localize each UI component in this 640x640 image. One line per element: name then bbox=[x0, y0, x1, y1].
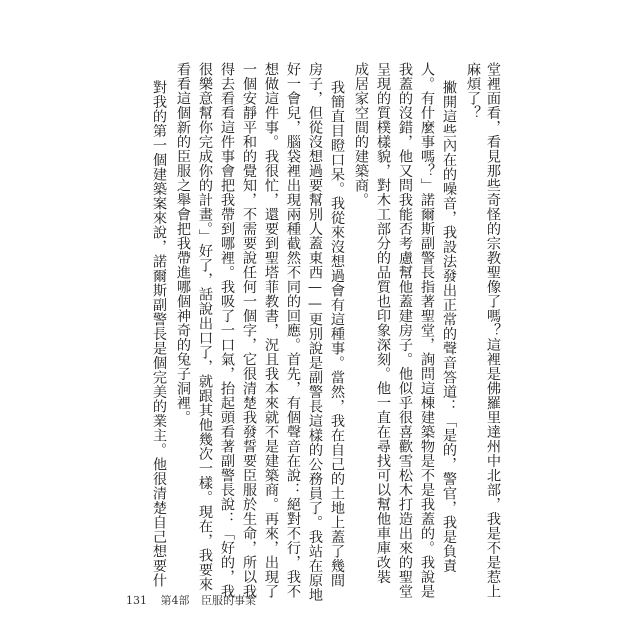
text-column-4: 人。有什麼事嗎？」諾爾斯副警長指著聖堂，詢問這棟建築物是不是我蓋的。我說是 bbox=[419, 62, 435, 599]
text-column-8: 我簡直目瞪口呆。我從來沒想過會有這種事。當然，我在自己的土地上蓋了幾間 bbox=[329, 80, 345, 588]
text-column-13: 得去看看這件事會把我帶到哪裡。我吸了一口氣，抬起頭看著副警長說：「好的，我 bbox=[219, 62, 235, 599]
text-column-2: 麻煩了？ bbox=[465, 62, 481, 120]
text-column-10: 好一會兒，腦袋裡出現兩種截然不同的回應。首先，有個聲音在說：絕對不行，我不 bbox=[285, 62, 301, 599]
chapter-title: 臣服的事業 bbox=[201, 594, 256, 607]
text-column-12: 一個安靜平和的覺知，不需要說任何一個字，它很清楚我發誓要臣服於生命，所以我 bbox=[241, 62, 257, 599]
page-footer bbox=[126, 592, 256, 608]
text-column-6: 呈現的質樸樣貌，對木工部分的品質也印象深刻。他一直在尋找可以幫他車庫改裝 bbox=[375, 62, 391, 584]
text-column-1: 堂裡面看，看見那些奇怪的宗教聖像了嗎？這裡是佛羅里達州中北部，我是不是惹上 bbox=[485, 62, 501, 599]
page-number: 131 bbox=[126, 594, 147, 607]
text-column-3: 撇開這些內在的噪音，我設法發出正常的聲音答道：「是的，警官，我是負責 bbox=[441, 80, 457, 573]
text-column-7: 成居家空間的建築商。 bbox=[353, 62, 369, 207]
text-column-9: 房子，但從沒想過要幫別人蓋東西——更別說是副警長這樣的公務員了。我站在原地 bbox=[307, 62, 323, 603]
text-column-11: 想做這件事。我很忙，還要到聖塔菲教書，況且我本來就不是建築商。再來，出現了 bbox=[263, 62, 279, 599]
text-column-14: 很樂意幫你完成你的計畫。」好了，話說出口了，就跟其他幾次一樣。現在，我要來 bbox=[197, 62, 213, 592]
chapter-label: 第4部 bbox=[160, 594, 190, 607]
text-column-16: 對我的第一個建築案來說，諾爾斯副警長是個完美的業主。他很清楚自己想要什 bbox=[151, 80, 167, 588]
text-column-5: 我蓋的沒錯，他又問我能否考慮幫他蓋建房子。他似乎很喜歡雪松木打造出來的聖堂 bbox=[397, 62, 413, 599]
text-column-15: 看看這個新的臣服之舉會把我帶進哪個神奇的兔子洞裡。 bbox=[175, 62, 191, 425]
